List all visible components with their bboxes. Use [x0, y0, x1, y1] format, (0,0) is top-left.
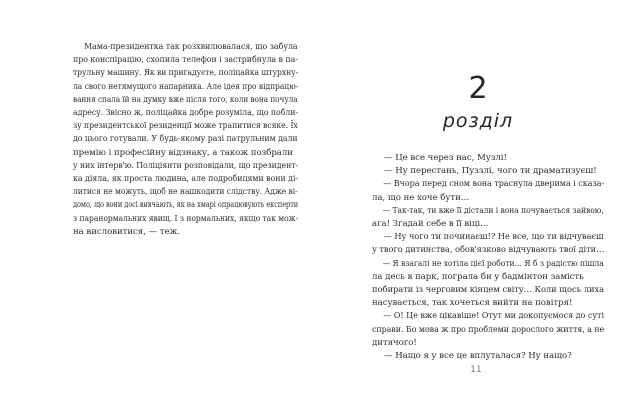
dialogue-line: — Я взагалі не хотіла цієї роботи… Я б з радістю пішла — [382, 258, 604, 269]
text-line: на висловитися, — теж. — [73, 226, 181, 237]
text-line: зу президентської резиденції може трапитися всяке. Їх — [73, 121, 298, 132]
dialogue-line: насувається, так хочеться вийти на повітря! — [372, 298, 573, 309]
dialogue-line: — Ну перестань, Пуззлі, чого ти драматизуєш! — [384, 166, 597, 177]
text-line: Мама-президентка так розхвилювалася, що забула — [84, 42, 298, 52]
dialogue-line: ла, що не хоче бути… — [372, 192, 470, 203]
text-line: адресу. Звісно ж, поліцайка добре розуміла, що побли- — [73, 108, 299, 119]
dialogue-line: — Це все через нас, Музлі! — [384, 153, 507, 163]
dialogue-line: ла десь в парк, пограла би у бадмінтон замість — [372, 271, 584, 282]
text-line: у них інтерв'ю. Поліціянти розповідали, що президент- — [73, 160, 299, 171]
dialogue-line: — Вчора перед сном вона траснула дверима і сказа- — [383, 179, 605, 190]
text-line: домо, що вони досі вивчають, як на хмарі опрацювують експерти — [73, 200, 299, 211]
right-page-text — [372, 152, 604, 363]
dialogue-line: у твого дитинства, обов'язково відчувають твої діти… — [372, 245, 605, 256]
dialogue-line: — Так-так, ти вже її дістали і вона почувається зайвою, — [382, 205, 604, 216]
text-line: до цього готували. У будь-якому разі патрульним дали — [73, 134, 298, 145]
dialogue-line: — О! Це вже цікавіше! Отут ми докопуємося до суті — [383, 311, 605, 322]
dialogue-line: справи. Бо мова ж про проблеми дорослого життя, а не — [372, 324, 605, 335]
dialogue-line: побирати із черговим кінцем світу… Коли щось лиха — [372, 285, 605, 296]
text-line: трульну машину. Як ви пригадуєте, поліцайка штурхну- — [73, 68, 299, 79]
dialogue-line: ага! Згадай себе в її віці… — [372, 219, 489, 230]
left-page-text — [73, 41, 298, 239]
page-number: 11 — [470, 365, 482, 375]
dialogue-line: — Нащо я у все це вплуталася? Ну нащо? — [384, 351, 572, 362]
text-line: ла свого нетямущого напарника. Але ідея про відпрацю- — [73, 81, 299, 92]
text-line: про конспірацію, схопила телефон і застрибнула в па- — [73, 55, 298, 66]
text-line: литися не можуть, щоб не нашкодити слідству. Адже ві- — [73, 187, 298, 198]
dialogue-line: дитячого! — [372, 337, 417, 348]
chapter-heading: розділ — [442, 110, 514, 132]
dialogue-line: — Ну чого ти починаєш!? Не все, що ти відчуваєш — [383, 232, 604, 243]
text-line: з паранормальних явищ. І з нормальних, якщо так мож- — [73, 213, 299, 224]
text-line: ка діяла, як проста людина, але подробицями вони ді- — [73, 174, 299, 185]
text-line: премію і професійну відзнаку, а також позбрали — [73, 147, 293, 158]
right-page — [320, 0, 640, 405]
chapter-number: 2 — [468, 71, 488, 106]
text-line: вання спала їй на думку вже після того, коли вона почула — [73, 94, 298, 105]
